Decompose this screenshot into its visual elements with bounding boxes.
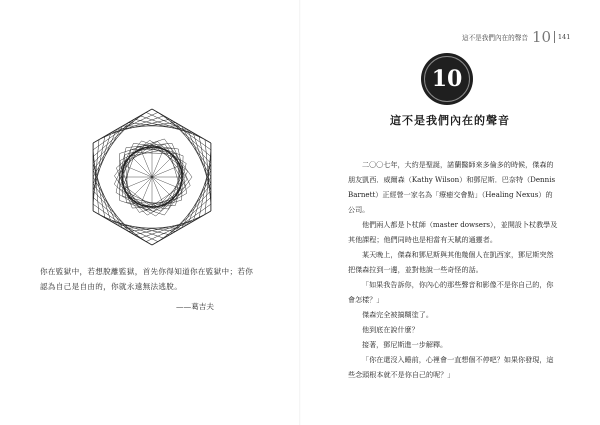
- running-separator: [554, 31, 555, 43]
- page-number: 141: [557, 33, 571, 41]
- quote-attribution: ——葛吉夫: [176, 302, 214, 311]
- paragraph: 他們兩人都是卜杖師（master dowsers），並開設卜杖教學及其他課程；他們同時也是相當有天賦的通靈者。: [348, 220, 558, 244]
- epigraph-quote: [40, 264, 268, 294]
- body-text: [348, 157, 558, 382]
- chapter-title: 這不是我們內在的聲音: [390, 114, 510, 127]
- running-header: [462, 30, 570, 44]
- paragraph: 「如果我告訴你，你內心的那些聲音和影像不是你自己的，你會怎樣？」: [348, 280, 554, 304]
- running-chapter-number: 10: [531, 28, 552, 46]
- running-title: 這不是我們內在的聲音: [462, 34, 528, 42]
- quote-line-2: 認為自己是自由的，你就永遠無法逃脫。: [40, 282, 183, 291]
- quote-line-1: 你在監獄中，若想脫離監獄，首先你得知道你在監獄中；若你: [40, 267, 254, 276]
- paragraph: 傑森完全被搞糊塗了。: [362, 310, 433, 319]
- paragraph: 某天晚上，傑森和鄧尼斯與其他幾個人在凱西家，鄧尼斯突然把傑森拉到一邊，並對他說一些奇怪的話。: [348, 250, 554, 274]
- string-art-figure-icon: [86, 102, 218, 252]
- paragraph: 接著，鄧尼斯進一步解釋。: [362, 340, 448, 349]
- chapter-badge: [421, 53, 473, 105]
- paragraph: 他到底在說什麼？: [362, 325, 419, 334]
- chapter-number: 10: [431, 66, 463, 92]
- paragraph: 「你在還沒入睡前，心裡會一直想個不停吧？如果你發現，這些念頭根本就不是你自己的呢？」: [348, 355, 554, 379]
- paragraph: 二〇〇七年，大約是聖誕，諾蘭醫師來多倫多的時候，傑森的朋友凱西．威爾森（Kathy Wilson）和鄧尼斯．巴奈特（Dennis Barnett）正經營一家名為「療癒交會點」（Healing Nexus）的公司。: [348, 160, 556, 214]
- right-page: [300, 0, 600, 425]
